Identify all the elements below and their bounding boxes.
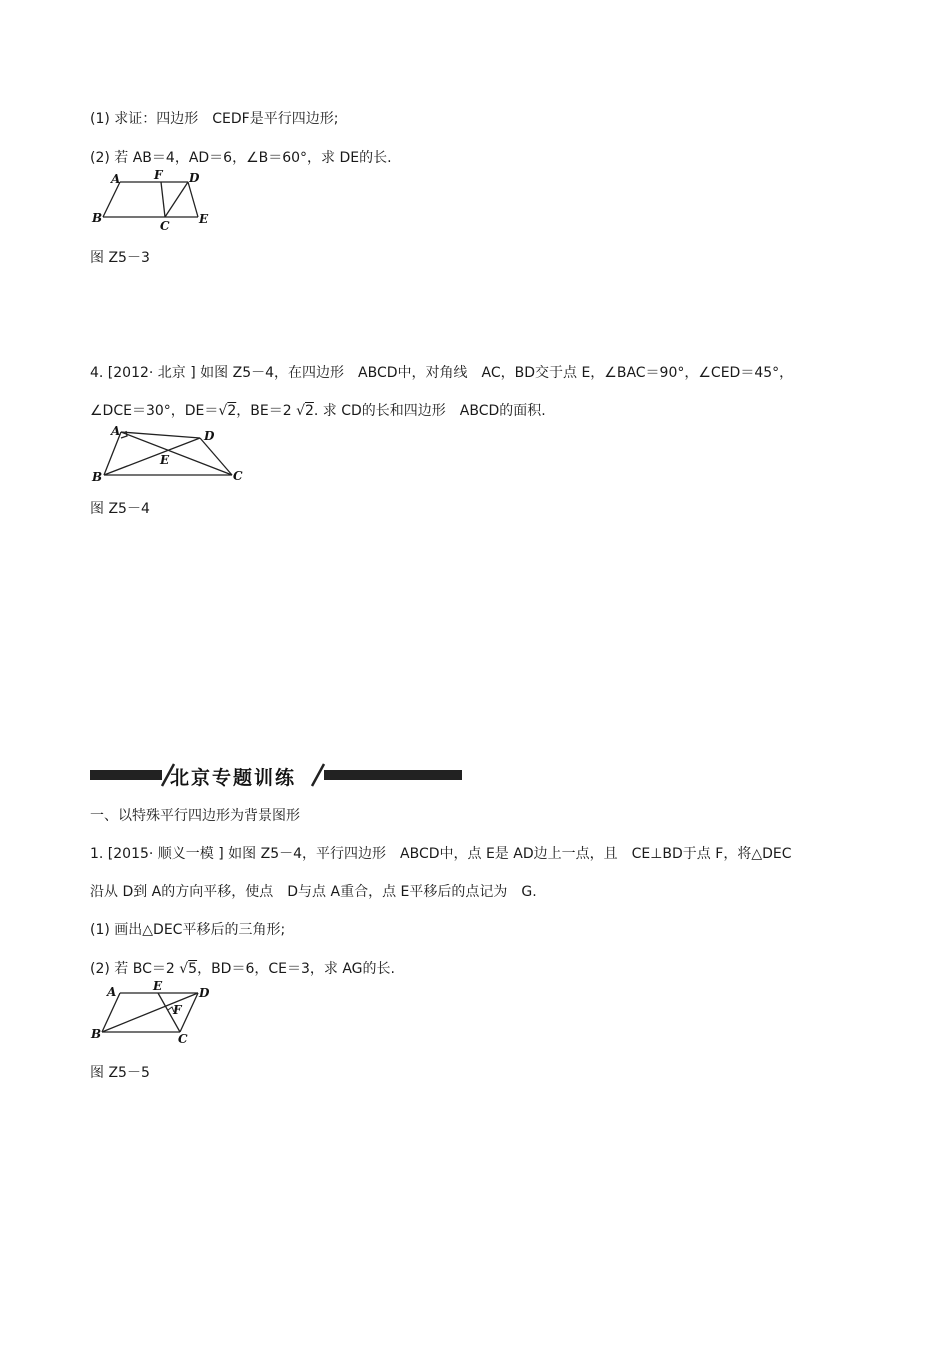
problem1-part2-a: (2) 若 BC＝2 bbox=[90, 961, 175, 977]
label-c: C bbox=[160, 219, 170, 233]
problem1-line2: 沿从 D到 A的方向平移，使点 D与点 A重合，点 E平移后的点记为 G. bbox=[90, 884, 537, 900]
section-heading: 一、以特殊平行四边形为背景图形 bbox=[90, 808, 300, 824]
label-c: C bbox=[233, 469, 243, 483]
problem4-line1: 4. [2012· 北京 ] 如图 Z5－4，在四边形 ABCD中，对角线 AC，BD交于点 E，∠BAC＝90°，∠CED＝45°， bbox=[90, 365, 794, 381]
label-b: B bbox=[91, 1027, 102, 1041]
label-d: D bbox=[199, 986, 210, 1000]
problem1-part1: (1) 画出△DEC平移后的三角形; bbox=[90, 922, 286, 938]
label-c: C bbox=[178, 1032, 188, 1046]
label-b: B bbox=[92, 211, 103, 225]
label-f: F bbox=[154, 168, 163, 182]
problem1-part2-b: ，BD＝6，CE＝3，求 AG的长. bbox=[197, 961, 395, 977]
problem4-line2-c: . 求 CD的长和四边形 ABCD的面积. bbox=[313, 403, 546, 419]
figure-caption: 图 Z5－3 bbox=[90, 250, 150, 266]
sqrt-symbol: √2 bbox=[296, 403, 314, 419]
problem4-line2 bbox=[90, 401, 546, 421]
label-a: A bbox=[107, 985, 117, 999]
sqrt-symbol: √2 bbox=[218, 403, 237, 419]
figure-caption: 图 Z5－4 bbox=[90, 501, 150, 517]
sqrt-symbol: √5 bbox=[179, 961, 198, 977]
label-b: B bbox=[92, 470, 103, 484]
problem1-part2 bbox=[90, 959, 395, 979]
label-a: A bbox=[111, 172, 121, 186]
problem3-part2: (2) 若 AB＝4，AD＝6，∠B＝60°，求 DE的长. bbox=[90, 150, 392, 166]
label-e: E bbox=[160, 453, 170, 467]
banner-title: 北京专题训练 bbox=[170, 767, 297, 789]
problem1-line1: 1. [2015· 顺义一模 ] 如图 Z5－4，平行四边形 ABCD中，点 E是 AD边上一点，且 CE⊥BD于点 F，将△DEC bbox=[90, 846, 792, 862]
figure-z5-3 bbox=[88, 168, 218, 238]
label-d: D bbox=[189, 171, 200, 185]
problem4-line2-b: ，BE＝2 bbox=[236, 403, 292, 419]
problem4-line2-a: ∠DCE＝30°，DE＝ bbox=[90, 403, 219, 419]
label-e: E bbox=[199, 212, 209, 226]
figure-caption: 图 Z5－5 bbox=[90, 1065, 150, 1081]
figure-z5-4 bbox=[88, 422, 248, 492]
label-e: E bbox=[153, 979, 163, 993]
figure-z5-5 bbox=[88, 979, 218, 1051]
label-d: D bbox=[204, 429, 215, 443]
label-a: A bbox=[111, 424, 121, 438]
label-f: F bbox=[173, 1003, 182, 1017]
problem3-part1: (1) 求证：四边形 CEDF是平行四边形; bbox=[90, 111, 339, 127]
